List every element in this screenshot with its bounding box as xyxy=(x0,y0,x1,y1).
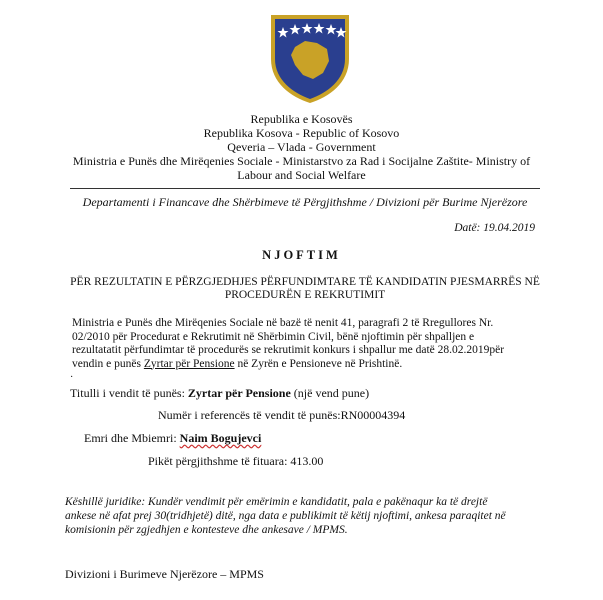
legal-line-1: Këshillë juridike: Kundër vendimit për emërimin e kandidatit, pala e pakënaqur ka të drejtë xyxy=(65,496,488,508)
legal-advice xyxy=(65,495,553,537)
body-line-4-suffix: në Zyrën e Pensioneve në Prishtinë. xyxy=(234,357,403,370)
legal-line-2: ankese në afat prej 30(tridhjetë) ditë, nga data e publikimit të këtij njoftimi, ankesa paraqitet në xyxy=(65,510,506,522)
header-divider xyxy=(70,188,540,189)
header-ministry-line1: Ministria e Punës dhe Mirëqenies Sociale - Ministarstvo za Rad i Socijalne Zaštite- Ministry of xyxy=(72,154,531,168)
notice-title: NJOFTIM xyxy=(262,248,341,262)
header-republic-of-kosovo: Republika Kosova - Republic of Kosovo xyxy=(203,126,400,140)
footer-signature: Divizioni i Burimeve Njerëzore – MPMS xyxy=(65,567,264,581)
body-line-1: Ministria e Punës dhe Mirëqenies Sociale në bazë të nenit 41, paragrafi 2 të Rregullores Nr. xyxy=(72,317,494,329)
total-points: Pikët përgjithshme të fituara: 413.00 xyxy=(148,454,324,468)
kosovo-coat-of-arms-icon xyxy=(267,13,353,105)
notice-subject xyxy=(70,276,540,302)
job-link-text: Zyrtar për Pensione xyxy=(143,357,235,370)
candidate-name-value: Naim Bogujevci xyxy=(179,431,262,445)
candidate-name-label: Emri dhe Mbiemri: xyxy=(84,431,180,445)
body-line-4 xyxy=(72,358,552,372)
job-title-line xyxy=(70,386,369,401)
subject-line-2: PROCEDURËN E REKRUTIMIT xyxy=(224,289,386,301)
job-title-value: Zyrtar për Pensione xyxy=(187,386,291,400)
reference-number: Numër i referencës të vendit të punës:RN00004394 xyxy=(158,408,406,422)
job-title-label: Titulli i vendit të punës: xyxy=(70,386,188,400)
subject-line-1: PËR REZULTATIN E PËRZGJEDHJES PËRFUNDIMTARE TË KANDIDATIN PJESMARRËS NË xyxy=(70,276,540,288)
body-line-3: rezultatatit përfundimtar të procedurës se rekrutimit konkurs i shpallur me datë 28.02.2019për xyxy=(72,344,505,356)
header-ministry-line2: Labour and Social Welfare xyxy=(237,168,366,182)
department-line: Departamenti i Financave dhe Shërbimeve të Përgjithshme / Divizioni për Burime Njerëzore xyxy=(82,195,528,209)
header-republika-e-kosoves: Republika e Kosovës xyxy=(250,112,353,126)
notice-body xyxy=(72,317,552,371)
legal-line-3: komisionin për zgjedhjen e kontesteve dhe ankesave / MPMS. xyxy=(65,524,348,536)
document-date: Datë: 19.04.2019 xyxy=(454,222,535,234)
body-line-2: 02/2010 për Procedurat e Rekrutimit në Shërbimin Civil, bënë njoftimin për shpalljen e xyxy=(72,330,475,343)
job-title-suffix: (një vend pune) xyxy=(290,386,370,400)
body-line-4-prefix: vendin e punës xyxy=(72,357,144,370)
bullet-dot: · xyxy=(70,372,74,383)
header-government: Qeveria – Vlada - Government xyxy=(227,140,376,154)
candidate-name-line xyxy=(84,431,261,446)
